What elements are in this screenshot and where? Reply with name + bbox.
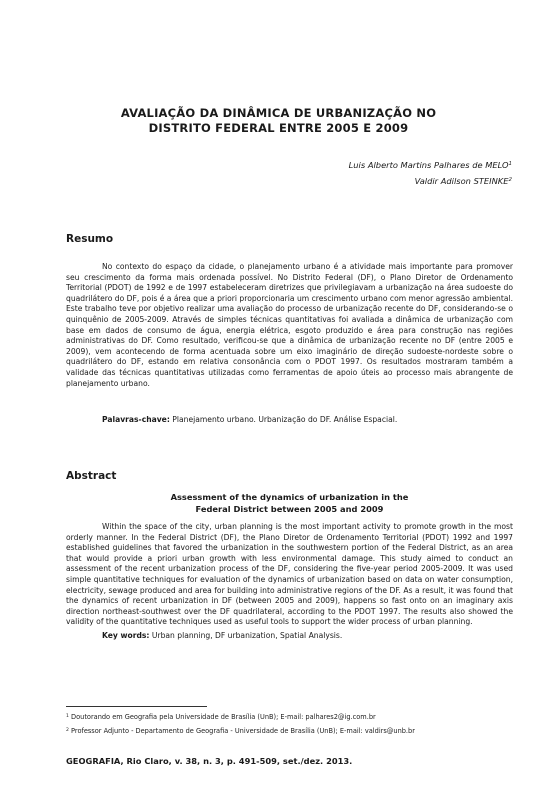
paper-title: [60, 106, 497, 136]
footnote-1: [66, 712, 376, 722]
resumo-heading: Resumo: [66, 233, 114, 245]
footnote-mark: 2: [508, 177, 512, 183]
abstract-title: [66, 491, 513, 515]
footnote-divider: [66, 706, 207, 707]
abstract-title-line-1: Assessment of the dynamics of urbanization in the: [170, 492, 409, 502]
journal-citation: GEOGRAFIA, Rio Claro, v. 38, n. 3, p. 491-509, set./dez. 2013.: [66, 756, 353, 766]
author-list: [349, 157, 512, 189]
keywords-values: Planejamento urbano. Urbanização do DF. Análise Espacial.: [169, 415, 398, 424]
resumo-keywords: [102, 415, 397, 426]
abstract-heading: Abstract: [66, 470, 117, 482]
author-name: Valdir Adilson STEINKE: [414, 176, 509, 186]
author-2: [349, 173, 512, 189]
footnote-2: [66, 726, 415, 736]
keywords-values: Urban planning, DF urbanization, Spatial Analysis.: [149, 631, 343, 640]
footnote-mark: 2: [66, 728, 69, 733]
footnote-mark: 1: [508, 161, 512, 167]
keywords-label: Key words:: [102, 631, 150, 640]
footnote-text: Doutorando em Geografia pela Universidade de Brasília (UnB); E-mail: palhares2@ig.com.br: [68, 713, 376, 721]
keywords-label: Palavras-chave:: [102, 415, 170, 424]
title-line-1: AVALIAÇÃO DA DINÂMICA DE URBANIZAÇÃO NO: [120, 106, 437, 120]
abstract-keywords: [102, 631, 342, 642]
resumo-body: No contexto do espaço da cidade, o planejamento urbano é a atividade mais importante para promover seu crescimento da forma mais ordenada possível. No Distrito Federal (DF), o Plano Diretor de Ordenamento Territorial (PDOT) de 1992 e de 1997 estabeleceram diretrizes que privilegiavam a urbanização na área sudoeste do quadrilátero do DF, pois é a área que a priori proporcionaria um crescimento urbano com menor agressão ambiental. Este trabalho teve por objetivo realizar uma avaliação do processo de urbanização recente do DF, considerando-se o quinquênio de 2005-2009. Através de simples técnicas quantitativas foi avaliada a dinâmica de urbanização com base em dados de consumo de água, energia elétrica, esgoto produzido e área para construção nas regiões administrativas do DF. Como resultado, verificou-se que a dinâmica de urbanização recente no DF (entre 2005 e 2009), vem acontecendo de forma acentuada sobre um eixo imaginário de direção sudoeste-nordeste sobre o quadrilátero do DF, estando em relativa consonância com o PDOT 1997. Os resultados mostraram também a validade das técnicas quantitativas utilizadas como ferramentas de apoio úteis ao processo mais abrangente de planejamento urbano.: [66, 262, 513, 388]
abstract-body: Within the space of the city, urban planning is the most important activity to promote growth in the most orderly manner. In the Federal District (DF), the Plano Diretor de Ordenamento Territorial (PDOT) 1992 and 1997 established guidelines that favored the urbanization in the southwestern portion of the Federal District, as an area that would provide a priori urban growth with less environmental damage. This study aimed to conduct an assessment of the recent urbanization process of the DF, considering the five-year period 2005-2009. It was used simple quantitative techniques for evaluation of the dynamics of urbanization based on data on water consumption, electricity, sewage produced and area for building into administrative regions of the DF. As a result, it was found that the dynamics of recent urbanization in DF (between 2005 and 2009), happens so fast onto on an imaginary axis direction northeast-southwest over the DF quadrilateral, according to the PDOT 1997. The results also showed the validity of the quantitative techniques used as useful tools to support the wider process of urban planning.: [66, 522, 513, 627]
abstract-text: [66, 522, 513, 628]
author-1: [349, 157, 512, 173]
footnote-mark: 1: [66, 714, 69, 719]
resumo-text: [66, 262, 513, 389]
abstract-title-line-2: Federal District between 2005 and 2009: [195, 504, 384, 514]
footnote-text: Professor Adjunto - Departamento de Geografia - Universidade de Brasília (UnB); E-mail: valdirs@unb.br: [68, 727, 415, 735]
title-line-2: DISTRITO FEDERAL ENTRE 2005 E 2009: [148, 121, 409, 135]
author-name: Luis Alberto Martins Palhares de MELO: [348, 160, 509, 170]
